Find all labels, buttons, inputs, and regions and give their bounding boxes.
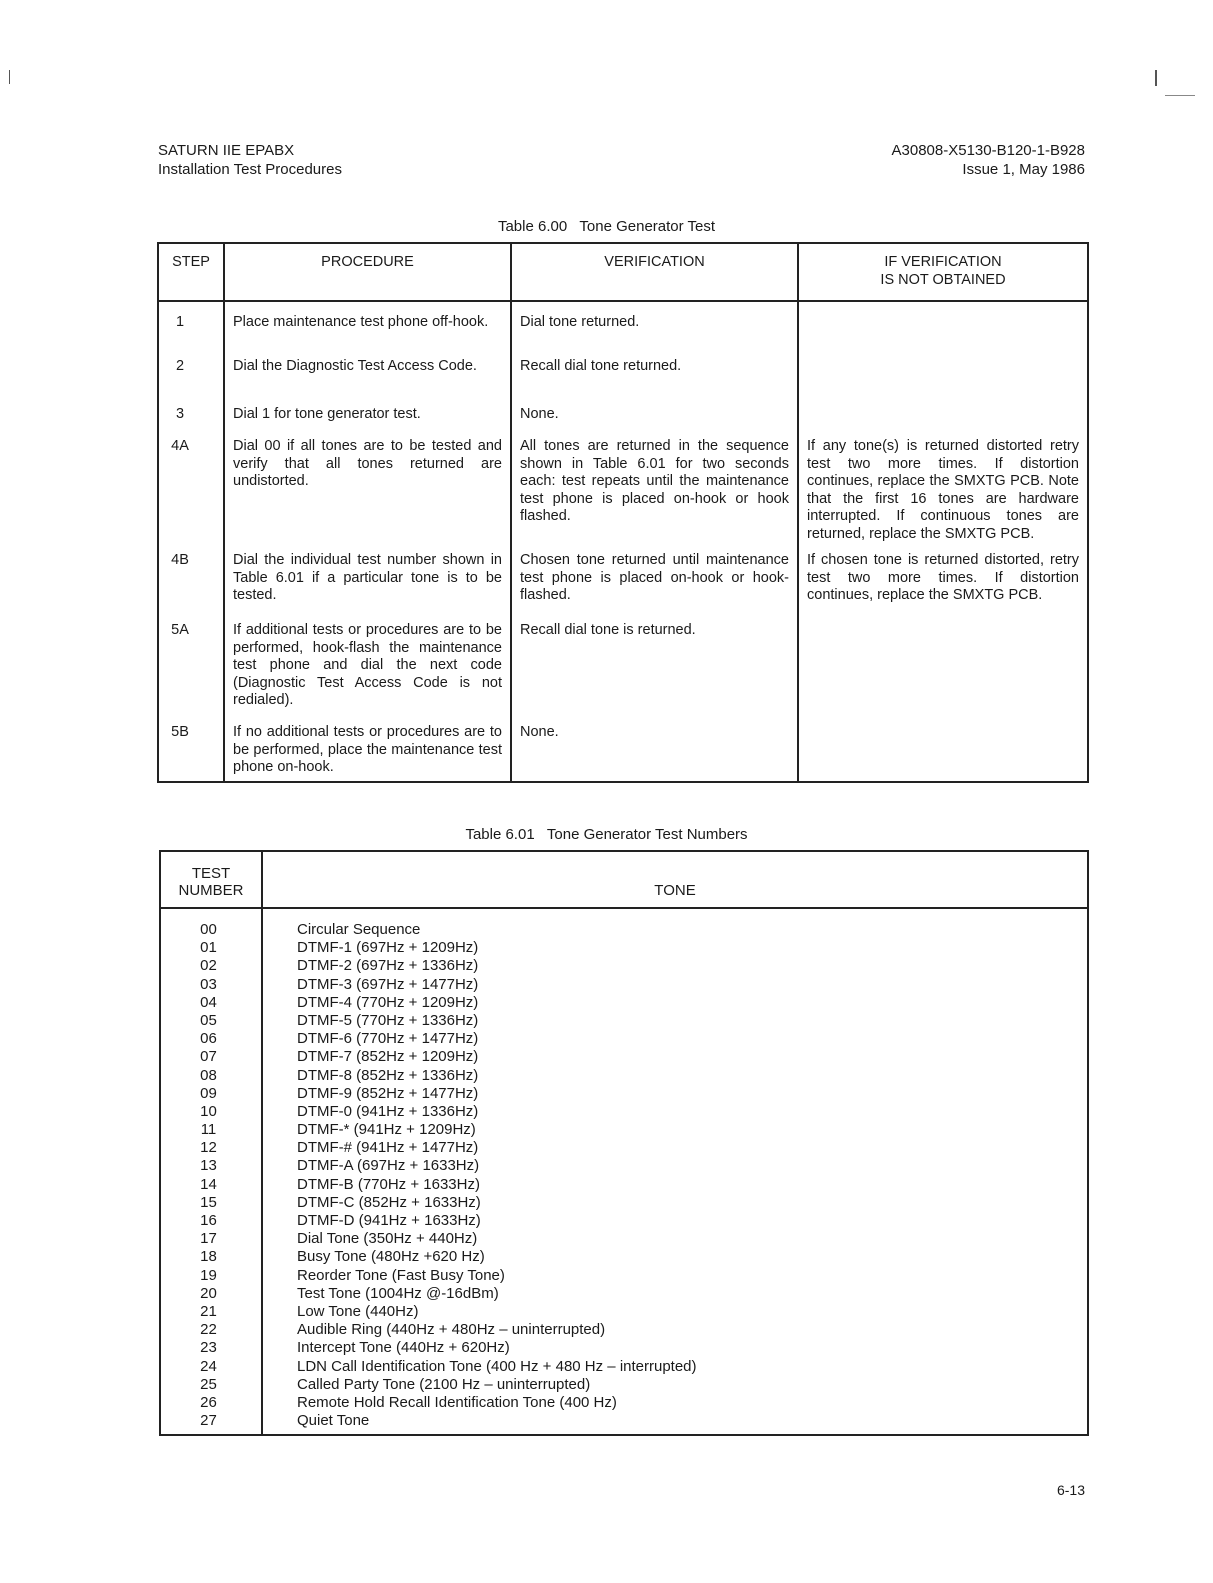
verification-cell: Recall dial tone is returned. [511,616,798,720]
table-row [158,394,1088,426]
test-number: 08 [200,1066,217,1084]
test-number: 15 [200,1193,217,1211]
procedure-cell: If additional tests or procedures are to be performed, hook-flash the maintenance test phone and dial the next code (Diagnostic Test Access Code is not redialed). [224,616,511,720]
step-cell: 4A [158,426,224,546]
not-obtained-cell [798,394,1088,426]
tone-description: Quiet Tone [297,1412,370,1430]
test-number: 09 [200,1084,217,1102]
test-number: 07 [200,1048,217,1066]
table-row [158,301,1088,346]
procedure-cell: Dial 1 for tone generator test. [224,394,511,426]
table-row [158,346,1088,394]
issue-date: Issue 1, May 1986 [962,161,1085,178]
tone-description: DTMF-2 (697Hz + 1336Hz) [297,957,479,975]
tone-description: DTMF-0 (941Hz + 1336Hz) [297,1102,479,1120]
table-caption-6-00: Table 6.00 Tone Generator Test [497,218,716,235]
not-obtained-cell [798,301,1088,346]
tone-description: DTMF-C (852Hz + 1633Hz) [297,1193,481,1211]
tone-description: DTMF-9 (852Hz + 1477Hz) [297,1084,479,1102]
test-number: 06 [200,1030,217,1048]
verification-cell: None. [511,720,798,782]
test-number: 27 [200,1412,217,1430]
table-row [158,426,1088,546]
scan-mark-right-line [1165,95,1195,96]
test-number: 11 [200,1121,217,1139]
tone-description: DTMF-8 (852Hz + 1336Hz) [297,1066,479,1084]
not-obtained-cell: If any tone(s) is returned distorted retry test two more times. If distortion continues, replace the SMXTG PCB. Note that the first 16 tones are hardware interrupted. If continuous tones are returned, replace the SMXTG PCB. [798,426,1088,546]
step-cell: 1 [158,301,224,346]
test-number: 25 [200,1375,217,1393]
test-number-column [160,908,262,1435]
tone-description: DTMF-6 (770Hz + 1477Hz) [297,1030,479,1048]
test-number: 17 [200,1230,217,1248]
procedure-cell: Dial the Diagnostic Test Access Code. [224,346,511,394]
table-header-row [160,851,1088,908]
tone-description: Remote Hold Recall Identification Tone (400 Hz) [297,1393,617,1411]
column-header-procedure: PROCEDURE [224,243,511,301]
table-row [158,616,1088,720]
verification-cell: All tones are returned in the sequence shown in Table 6.01 for two seconds each: test repeats until the maintenance test phone is placed on-hook or hook flashed. [511,426,798,546]
test-number: 24 [200,1357,217,1375]
document-number: A30808-X5130-B120-1-B928 [891,142,1085,159]
column-header-test-number: TEST NUMBER [160,851,262,908]
tone-description: DTMF-B (770Hz + 1633Hz) [297,1175,480,1193]
manual-title: Installation Test Procedures [158,161,342,178]
step-cell: 4B [158,546,224,616]
table-caption-6-01: Table 6.01 Tone Generator Test Numbers [465,826,748,843]
tone-description: DTMF-1 (697Hz + 1209Hz) [297,939,479,957]
column-header-verification: VERIFICATION [511,243,798,301]
table-row [158,720,1088,782]
test-number: 21 [200,1302,217,1320]
test-number: 01 [200,939,217,957]
procedure-cell: If no additional tests or procedures are to be performed, place the maintenance test phone on-hook. [224,720,511,782]
step-cell: 3 [158,394,224,426]
tone-description: LDN Call Identification Tone (400 Hz + 480 Hz – interrupted) [297,1357,697,1375]
tone-description: DTMF-4 (770Hz + 1209Hz) [297,993,479,1011]
tone-description: Called Party Tone (2100 Hz – uninterrupted) [297,1375,591,1393]
test-number: 14 [200,1175,217,1193]
test-number: 19 [200,1266,217,1284]
tone-description: DTMF-5 (770Hz + 1336Hz) [297,1011,479,1029]
tone-description: DTMF-* (941Hz + 1209Hz) [297,1121,476,1139]
table-row [158,546,1088,616]
verification-cell: Dial tone returned. [511,301,798,346]
test-number: 22 [200,1321,217,1339]
test-number: 02 [200,957,217,975]
document-header-left [158,141,342,179]
tone-description: DTMF-3 (697Hz + 1477Hz) [297,975,479,993]
test-number: 26 [200,1393,217,1411]
test-number: 18 [200,1248,217,1266]
test-number: 10 [200,1102,217,1120]
test-number: 16 [200,1212,217,1229]
test-number: 05 [200,1011,217,1029]
test-number: 00 [200,921,217,938]
table-header-row [158,243,1088,301]
procedure-cell: Place maintenance test phone off-hook. [224,301,511,346]
product-name: SATURN IIE EPABX [158,142,295,159]
tone-description: Reorder Tone (Fast Busy Tone) [297,1266,505,1284]
not-obtained-cell [798,346,1088,394]
tone-description: DTMF-7 (852Hz + 1209Hz) [297,1048,479,1066]
verification-cell: Chosen tone returned until maintenance test phone is placed on-hook or hook-flashed. [511,546,798,616]
table-body-row [160,908,1088,1435]
tone-column [262,908,1088,1435]
document-header-right [892,141,1085,179]
tone-description: Intercept Tone (440Hz + 620Hz) [297,1339,510,1357]
test-number: 23 [200,1339,217,1357]
procedure-cell: Dial the individual test number shown in Table 6.01 if a particular tone is to be tested. [224,546,511,616]
test-number: 12 [200,1139,217,1157]
tone-description: Test Tone (1004Hz @-16dBm) [297,1284,499,1302]
test-number: 04 [200,993,217,1011]
step-cell: 5A [158,616,224,720]
step-cell: 5B [158,720,224,782]
test-number: 03 [200,975,217,993]
tone-description: Busy Tone (480Hz +620 Hz) [297,1248,485,1266]
tone-description: Dial Tone (350Hz + 440Hz) [297,1230,478,1248]
not-obtained-cell: If chosen tone is returned distorted, retry test two more times. If distortion continues, replace the SMXTG PCB. [798,546,1088,616]
scan-mark-left [9,70,10,84]
page-number: 6-13 [1056,1482,1085,1498]
verification-cell: Recall dial tone returned. [511,346,798,394]
column-header-step: STEP [158,243,224,301]
test-number: 13 [200,1157,217,1175]
tone-generator-test-numbers-table [159,850,1089,1436]
tone-description: DTMF-A (697Hz + 1633Hz) [297,1157,480,1175]
tone-description: Low Tone (440Hz) [297,1302,419,1320]
tone-description: DTMF-D (941Hz + 1633Hz) [297,1212,481,1229]
not-obtained-cell [798,616,1088,720]
tone-description: DTMF-# (941Hz + 1477Hz) [297,1139,479,1157]
test-number: 20 [200,1284,217,1302]
tone-description: Circular Sequence [297,921,421,938]
column-header-tone: TONE [262,851,1088,908]
procedure-cell: Dial 00 if all tones are to be tested and verify that all tones returned are undistorted. [224,426,511,546]
tone-description: Audible Ring (440Hz + 480Hz – uninterrupted) [297,1321,606,1339]
not-obtained-cell [798,720,1088,782]
verification-cell: None. [511,394,798,426]
step-cell: 2 [158,346,224,394]
tone-generator-test-table [157,242,1089,783]
scan-mark-right [1155,70,1157,86]
column-header-not-obtained: IF VERIFICATION IS NOT OBTAINED [798,243,1088,301]
